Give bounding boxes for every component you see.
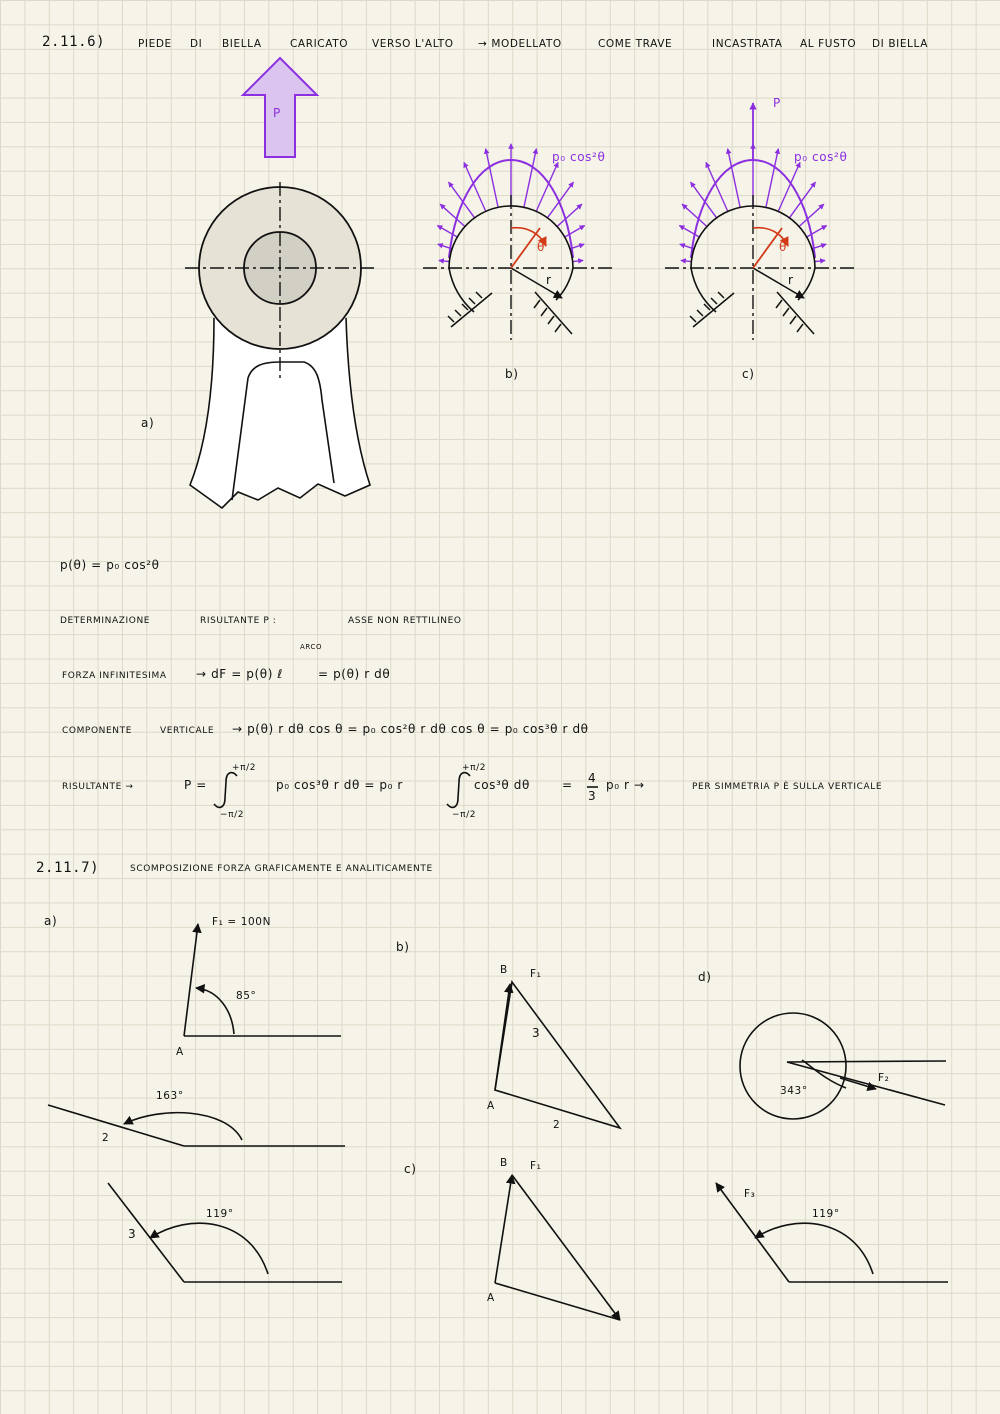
arc-note: ARCO xyxy=(300,643,323,651)
load-arrow xyxy=(536,162,558,211)
load-arrow xyxy=(728,149,740,208)
figure-label-b: b) xyxy=(505,367,519,381)
triangle-f1-label-1: F₁ xyxy=(530,968,542,980)
angle-85-label: 85° xyxy=(236,990,257,1002)
figure-a-connecting-rod xyxy=(185,58,378,508)
header-word-9: AL FUSTO xyxy=(800,38,857,50)
header-word-5: VERSO L'ALTO xyxy=(372,38,454,50)
resultant-final: p₀ r → xyxy=(606,778,645,792)
force-infinitesimal-label: FORZA INFINITESIMA xyxy=(62,671,167,681)
angle-119-label-2: 119° xyxy=(812,1208,840,1220)
resultant-equals: = xyxy=(562,778,573,792)
subfigure-label-d: d) xyxy=(698,970,712,984)
load-arrow xyxy=(778,162,800,211)
subfigure-label-a: a) xyxy=(44,914,58,928)
load-arrow xyxy=(464,162,486,211)
resultant-p-label: RISULTANTE P : xyxy=(200,616,277,626)
header-word-8: INCASTRATA xyxy=(712,38,783,50)
exercise-number-2: 2.11.7) xyxy=(36,860,100,876)
radius-label-c: r xyxy=(788,273,794,287)
angle-163-label: 163° xyxy=(156,1090,184,1102)
point-a-label-1: A xyxy=(176,1046,184,1058)
figure-c-model xyxy=(665,103,856,340)
exercise-2-title: SCOMPOSIZIONE FORZA GRAFICAMENTE E ANALITICAMENTE xyxy=(130,864,433,874)
force-equation: → dF = p(θ) ℓ xyxy=(196,667,283,681)
determination-label: DETERMINAZIONE xyxy=(60,616,151,626)
subfigure-label-b: b) xyxy=(396,940,410,954)
vertical-label: VERTICALE xyxy=(160,726,215,736)
header-word-3: BIELLA xyxy=(222,38,262,50)
fraction-numerator: 4 xyxy=(588,771,597,785)
force-f1-label: F₁ = 100N xyxy=(212,916,272,928)
load-arrow xyxy=(706,162,728,211)
subfigure-label-c: c) xyxy=(404,1162,417,1176)
radius-label-b: r xyxy=(546,273,552,287)
triangle-side-3: 3 xyxy=(532,1026,541,1040)
force-f3-label: F₃ xyxy=(744,1188,756,1200)
theta-label-c: θ xyxy=(779,240,787,254)
resultant-integrand-2: cos³θ dθ xyxy=(474,778,530,792)
fraction-denominator: 3 xyxy=(588,789,597,803)
integral-lower-1: −π/2 xyxy=(220,810,245,820)
load-label-b: p₀ cos²θ xyxy=(552,150,606,164)
header-word-10: DI BIELLA xyxy=(872,38,928,50)
point-a-label-2: A xyxy=(487,1100,495,1112)
figure-label-a: a) xyxy=(141,416,155,430)
force-equation-result: = p(θ) r dθ xyxy=(318,667,391,681)
pressure-equation: p(θ) = p₀ cos²θ xyxy=(60,558,160,572)
theta-label-b: θ xyxy=(537,240,545,254)
force-p-label-a: P xyxy=(273,106,281,120)
integral-signs xyxy=(214,773,598,808)
force-f2-label: F₂ xyxy=(878,1072,890,1084)
resultant-p: P = xyxy=(184,778,207,792)
triangle-f1-label-2: F₁ xyxy=(530,1160,542,1172)
integral-lower-2: −π/2 xyxy=(452,810,477,820)
segment-2-label: 2 xyxy=(102,1132,110,1144)
segment-3-label: 3 xyxy=(128,1227,137,1241)
integral-upper-2: +π/2 xyxy=(462,763,487,773)
header-word-7: COME TRAVE xyxy=(598,38,673,50)
angle-119-label-1: 119° xyxy=(206,1208,234,1220)
exercise-2-sketches xyxy=(48,924,948,1320)
header-word-1: PIEDE xyxy=(138,38,172,50)
point-a-label-3: A xyxy=(487,1292,495,1304)
symmetry-note: PER SIMMETRIA P È SULLA VERTICALE xyxy=(692,782,883,792)
figure-label-c: c) xyxy=(742,367,755,381)
load-arrow xyxy=(681,260,692,261)
load-arrow xyxy=(815,260,826,261)
point-b-label-1: B xyxy=(500,964,508,976)
load-arrow xyxy=(439,260,450,261)
angle-343-label: 343° xyxy=(780,1085,808,1097)
exercise-number-1: 2.11.6) xyxy=(42,34,106,50)
resultant-label: RISULTANTE → xyxy=(62,782,134,792)
header-word-4: CARICATO xyxy=(290,38,349,50)
component-equation: → p(θ) r dθ cos θ = p₀ cos²θ r dθ cos θ = p₀ cos³θ r dθ xyxy=(232,722,589,736)
point-b-label-2: B xyxy=(500,1157,508,1169)
load-label-c: p₀ cos²θ xyxy=(794,150,848,164)
figure-b-model xyxy=(423,144,614,340)
header-word-6: → MODELLATO xyxy=(478,38,562,50)
load-arrow xyxy=(766,149,778,208)
axis-note: ASSE NON RETTILINEO xyxy=(348,616,462,626)
load-arrow xyxy=(486,149,498,208)
component-label: COMPONENTE xyxy=(62,726,132,736)
triangle-side-2: 2 xyxy=(553,1119,561,1131)
header-word-2: DI xyxy=(190,38,203,50)
resultant-integrand: p₀ cos³θ r dθ = p₀ r xyxy=(276,778,403,792)
load-arrow xyxy=(524,149,536,208)
integral-upper-1: +π/2 xyxy=(232,763,257,773)
load-arrow xyxy=(573,260,584,261)
force-p-label-c: P xyxy=(773,96,781,110)
